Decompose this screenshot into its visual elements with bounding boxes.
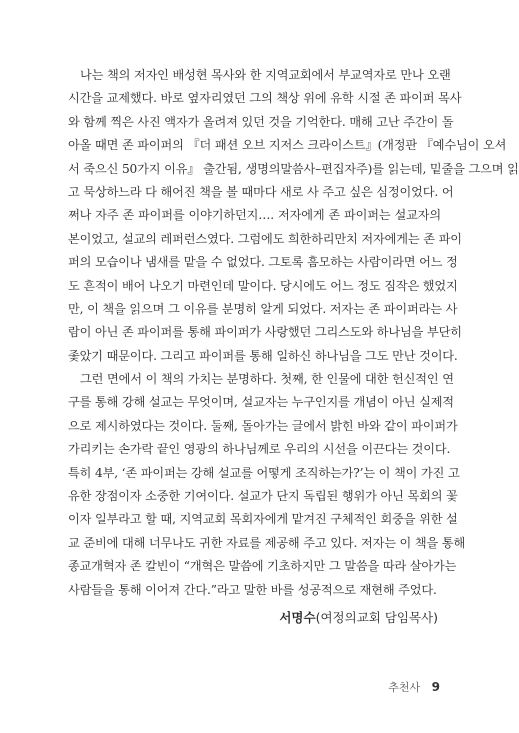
text-line: 시간을 교제했다. 바로 옆자리였던 그의 책상 위에 유학 시절 존 파이퍼 목사 bbox=[68, 91, 462, 106]
text-line: 종교개혁자 존 칼빈이 “개혁은 말씀에 기초하지만 그 말씀을 따라 살아가는 bbox=[68, 559, 457, 574]
text-line: 서 죽으신 50가지 이유』 출간됨, 생명의말씀사–편집자주)를 읽는데, 밑줄을 그으며 읽 bbox=[68, 161, 519, 176]
running-head: 추천사 bbox=[388, 681, 421, 694]
text-line: 퍼의 모습이나 냄새를 맡을 수 없었다. 그토록 흠모하는 사람이라면 어느 정 bbox=[68, 255, 458, 270]
paragraph-1 bbox=[68, 64, 519, 368]
text-line: 사람들을 통해 이어져 간다.”라고 말한 바를 성공적으로 재현해 주었다. bbox=[68, 582, 437, 597]
text-line: 나는 책의 저자인 배성현 목사와 한 지역교회에서 부교역자로 만나 오랜 bbox=[80, 68, 451, 82]
text-line: 유한 장점이자 소중한 기여이다. 설교가 단지 독립된 행위가 아닌 목회의 꽃 bbox=[68, 489, 458, 504]
text-line: 아올 때면 존 파이퍼의 『더 패션 오브 지저스 크라이스트』(개정판 『예수님이 오셔 bbox=[68, 138, 507, 153]
text-line: 으로 제시하였다는 것이다. 둘째, 돌아가는 글에서 밝힌 바와 같이 파이퍼가 bbox=[68, 418, 458, 433]
author-signature bbox=[279, 608, 438, 626]
text-line: 구를 통해 강해 설교는 무엇이며, 설교자는 누구인지를 개념이 아닌 실제적 bbox=[68, 395, 454, 410]
text-line: 좇았기 때문이다. 그리고 파이퍼를 통해 일하신 하나님을 그도 만난 것이다. bbox=[68, 348, 458, 363]
text-line: 만, 이 책을 읽으며 그 이유를 분명히 알게 되었다. 저자는 존 파이퍼라는 사 bbox=[68, 301, 458, 316]
text-line: 특히 4부, ‘존 파이퍼는 강해 설교를 어떻게 조직하는가?’는 이 책이 가진 고 bbox=[68, 465, 460, 480]
text-line: 교 준비에 대해 너무나도 귀한 자료를 제공해 주고 있다. 저자는 이 책을 통해 bbox=[68, 535, 466, 550]
text-line: 쩌나 자주 존 파이퍼를 이야기하던지…. 저자에게 존 파이퍼는 설교자의 bbox=[68, 208, 441, 223]
text-line: 와 함께 찍은 사진 액자가 올려져 있던 것을 기억한다. 매해 고난 주간이 돌 bbox=[68, 114, 454, 129]
signature-affiliation: (여정의교회 담임목사) bbox=[315, 610, 438, 625]
text-line: 가리키는 손가락 끝인 영광의 하나님께로 우리의 시선을 이끈다는 것이다. bbox=[68, 442, 451, 457]
text-line: 람이 아닌 존 파이퍼를 통해 파이퍼가 사랑했던 그리스도와 하나님을 부단히 bbox=[68, 325, 462, 340]
page-footer bbox=[388, 679, 440, 695]
text-line: 그런 면에서 이 책의 가치는 분명하다. 첫째, 한 인물에 대한 헌신적인 연 bbox=[80, 372, 454, 387]
text-line: 본이었고, 설교의 레퍼런스였다. 그럼에도 희한하리만치 저자에게는 존 파이 bbox=[68, 231, 462, 246]
text-line: 도 흔적이 배어 나오기 마련인데 말이다. 당시에도 어느 정도 짐작은 했었지 bbox=[68, 278, 458, 293]
text-line: 고 묵상하느라 다 해어진 책을 볼 때마다 새로 사 주고 싶은 심정이었다. 어 bbox=[68, 184, 454, 199]
page-number: 9 bbox=[431, 680, 440, 694]
paragraph-2 bbox=[68, 368, 466, 602]
recommendation-body bbox=[68, 64, 519, 602]
signature-name: 서명수 bbox=[279, 610, 316, 625]
text-line: 이자 일부라고 할 때, 지역교회 목회자에게 맡겨진 구체적인 회중을 위한 설 bbox=[68, 512, 458, 527]
